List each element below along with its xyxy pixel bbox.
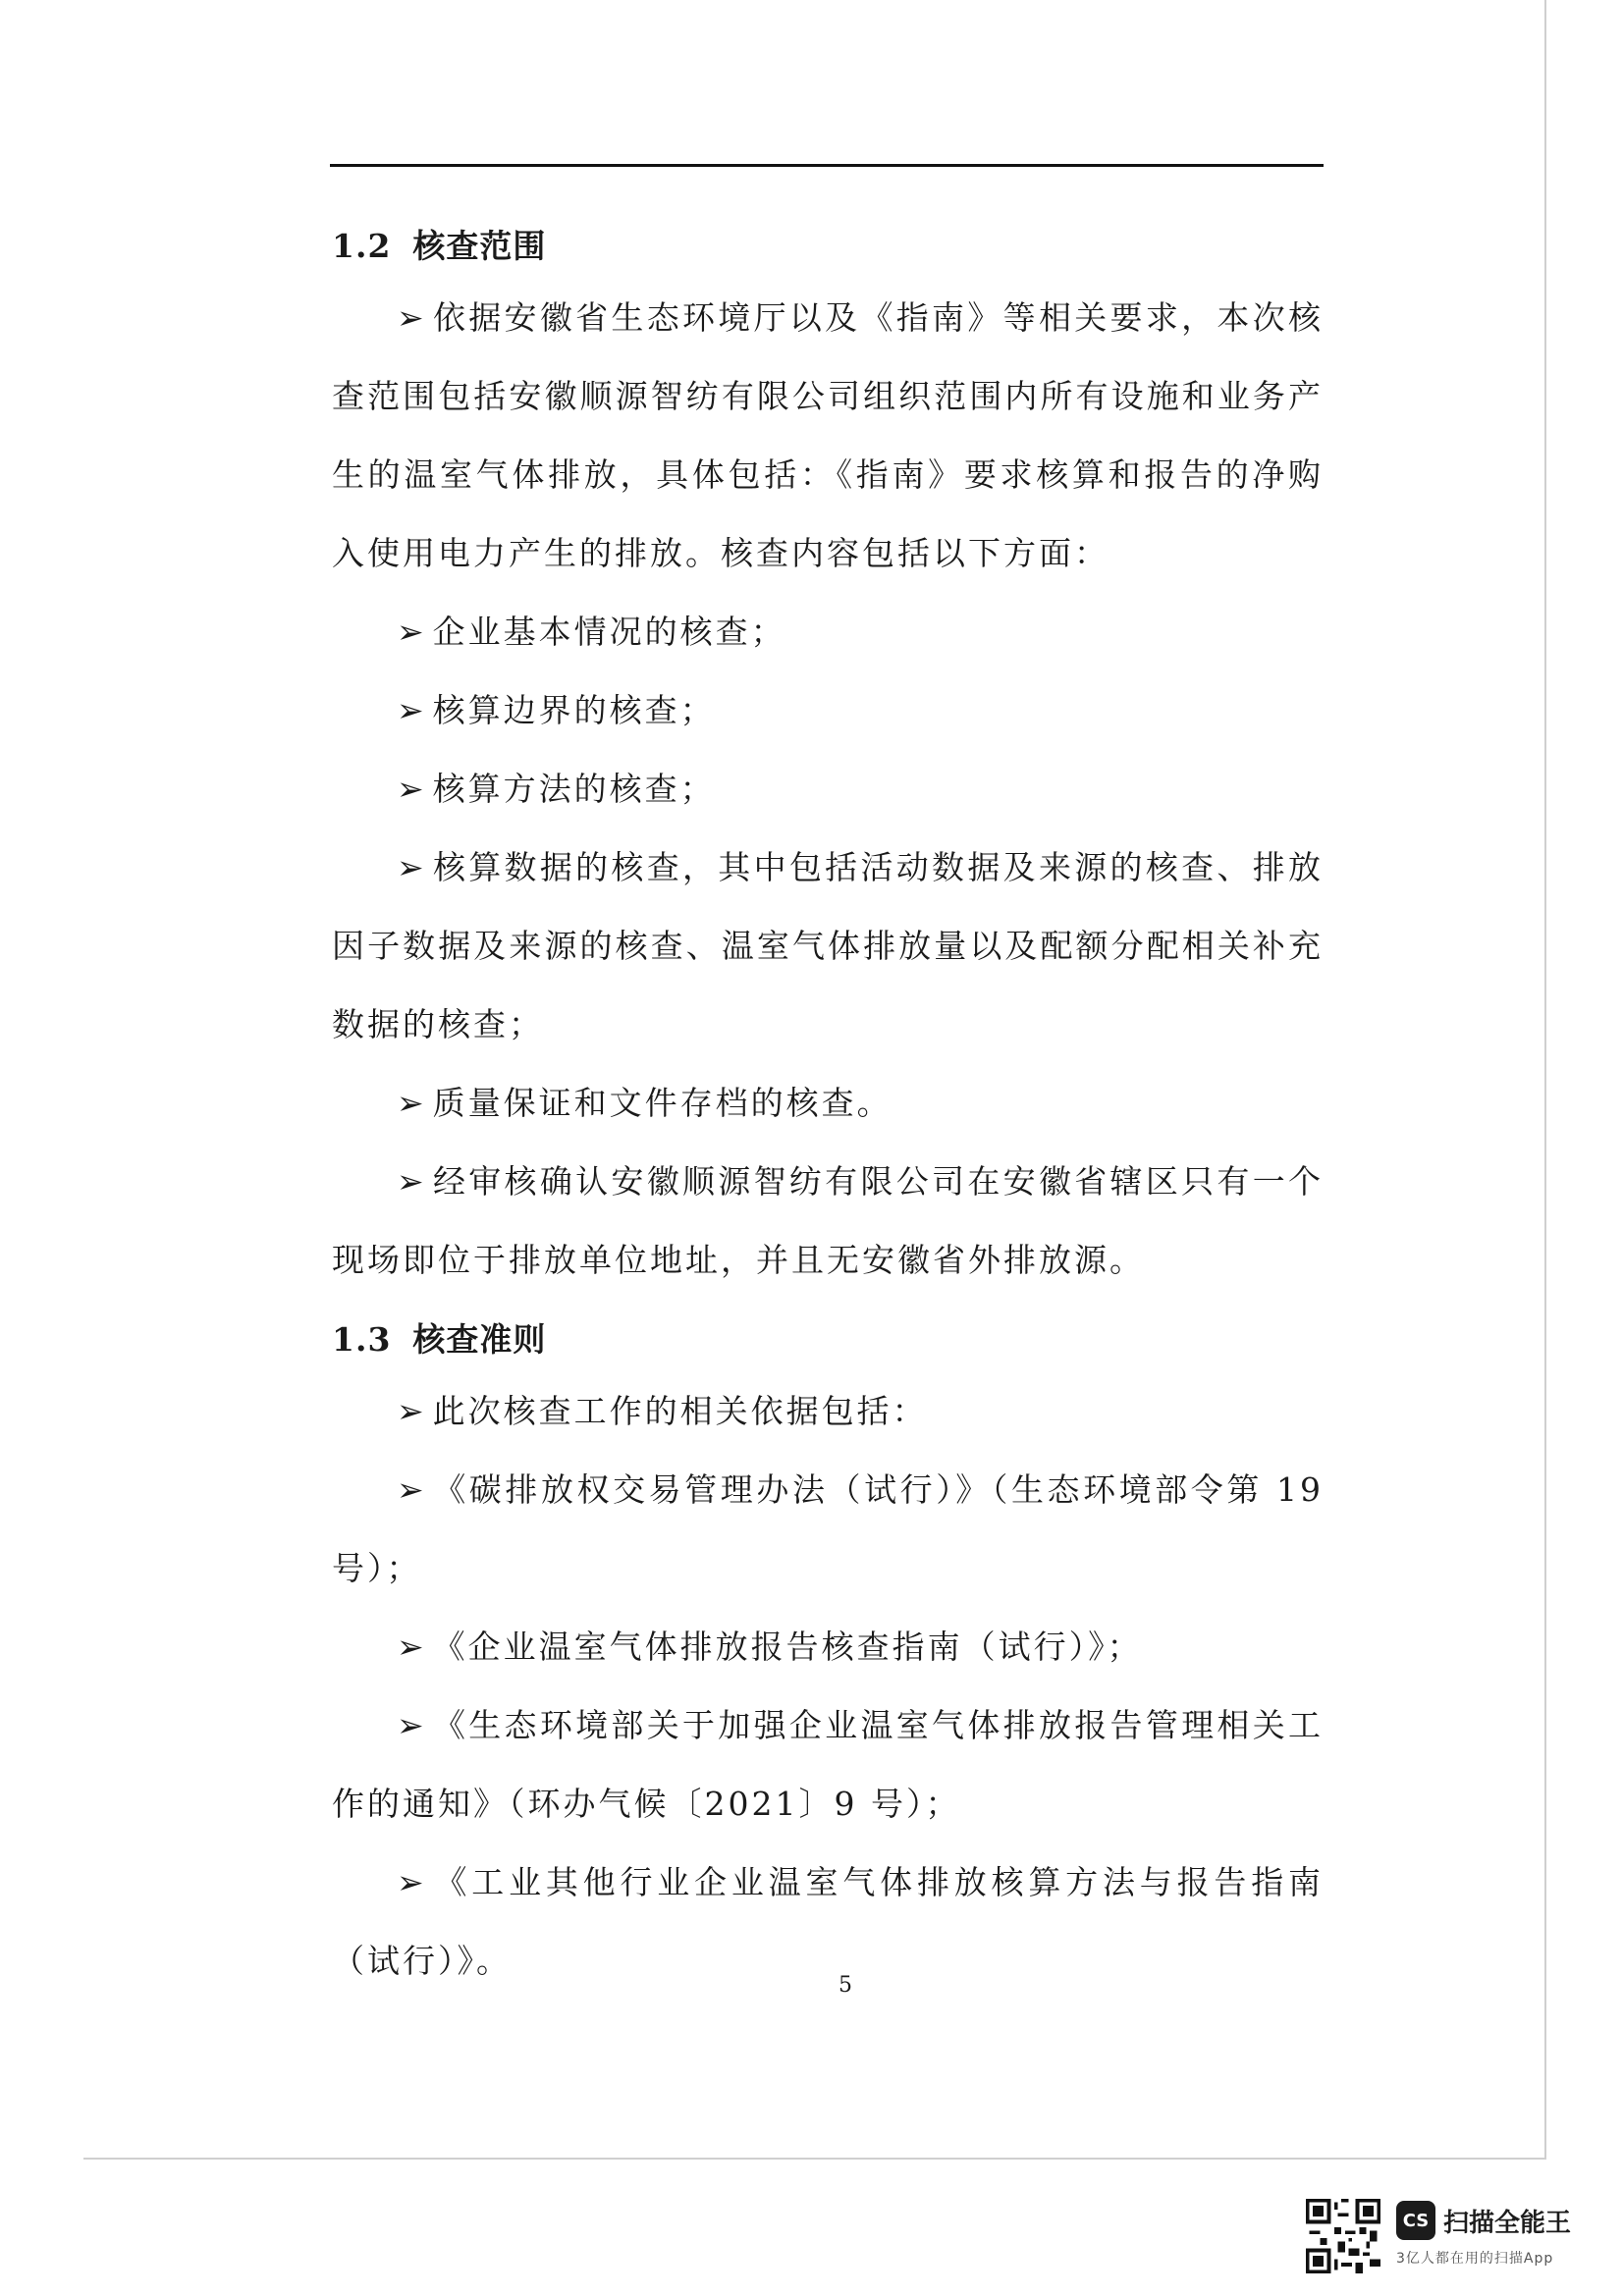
bullet-arrow-icon: ➢ <box>397 691 427 729</box>
bullet-arrow-icon: ➢ <box>397 1706 427 1744</box>
bullet-arrow-icon: ➢ <box>397 1084 427 1122</box>
section-heading-1-2 <box>332 214 1324 279</box>
paragraph: ➢ 《企业温室气体排放报告核查指南（试行）》； <box>397 1628 1143 1666</box>
bullet-arrow-icon: ➢ <box>397 1470 427 1509</box>
page-number: 5 <box>839 1973 852 1998</box>
section-number: 1.3 <box>332 1320 392 1359</box>
bullet-arrow-icon: ➢ <box>397 1863 427 1901</box>
bullet-arrow-icon: ➢ <box>397 770 427 808</box>
bullet-arrow-icon: ➢ <box>397 298 427 337</box>
bullet-arrow-icon: ➢ <box>397 1392 427 1430</box>
qr-code-icon <box>1306 2199 1380 2273</box>
paragraph: ➢ 核算方法的核查； <box>397 770 716 808</box>
bullet-arrow-icon: ➢ <box>397 1162 427 1201</box>
section-number: 1.2 <box>332 227 392 265</box>
bullet-arrow-icon: ➢ <box>397 848 427 886</box>
paragraph: ➢ 经审核确认安徽顺源智纺有限公司在安徽省辖区只有一个现场即位于排放单位地址，并且无安徽省外排放源。 <box>332 1162 1324 1279</box>
scanner-watermark <box>1306 2199 1600 2277</box>
paragraph: ➢ 《生态环境部关于加强企业温室气体排放报告管理相关工作的通知》（环办气候〔2021〕9 号）； <box>332 1706 1324 1823</box>
section-heading-1-3 <box>332 1308 1324 1372</box>
paragraph: ➢ 《碳排放权交易管理办法（试行）》（生态环境部令第 19 号）； <box>332 1470 1324 1587</box>
paragraph: ➢ 核算边界的核查； <box>397 691 716 729</box>
paragraph: ➢ 此次核查工作的相关依据包括： <box>397 1392 928 1430</box>
page-edge-bottom <box>83 2158 1546 2160</box>
bullet-arrow-icon: ➢ <box>397 1628 427 1666</box>
paragraph: ➢ 核算数据的核查，其中包括活动数据及来源的核查、排放因子数据及来源的核查、温室气体排放量以及配额分配相关补充数据的核查； <box>332 848 1324 1043</box>
paragraph: ➢ 依据安徽省生态环境厅以及《指南》等相关要求，本次核查范围包括安徽顺源智纺有限公司组织范围内所有设施和业务产生的温室气体排放，具体包括：《指南》要求核算和报告的净购入使用电力产生的排放。核查内容包括以下方面： <box>332 298 1324 572</box>
app-tagline: 3亿人都在用的扫描App <box>1396 2251 1554 2267</box>
header-rule <box>330 164 1324 167</box>
section-title: 核查范围 <box>412 227 547 265</box>
page-edge-right <box>1544 0 1546 2160</box>
paragraph: ➢ 《工业其他行业企业温室气体排放核算方法与报告指南（试行）》。 <box>332 1863 1324 1980</box>
paragraph: ➢ 质量保证和文件存档的核查。 <box>397 1084 893 1122</box>
paragraph: ➢ 企业基本情况的核查； <box>397 613 786 651</box>
bullet-arrow-icon: ➢ <box>397 613 427 651</box>
app-name: 扫描全能王 <box>1443 2209 1572 2238</box>
document-body <box>332 214 1324 2001</box>
camscanner-logo-icon: CS <box>1396 2201 1435 2240</box>
section-title: 核查准则 <box>412 1320 547 1359</box>
